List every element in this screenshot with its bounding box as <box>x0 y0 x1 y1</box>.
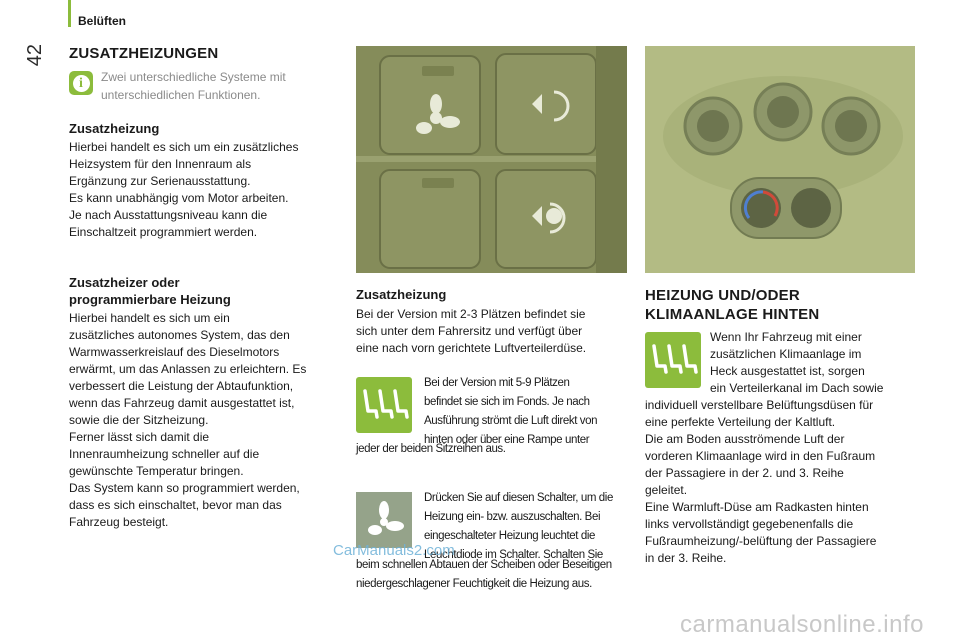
main-heading: ZUSATZHEIZUNGEN <box>69 45 219 62</box>
fan-switch-icon <box>356 492 412 548</box>
note-switch-end: beim schnellen Abtauen der Scheiben oder Beseitigen niedergeschlagener Feuchtigkeit die Heizung aus. <box>356 559 612 590</box>
paragraph-col2: Bei der Version mit 2-3 Plätzen befindet sie sich unter dem Fahrersitz und verfügt über eine nach vorn gerichtete Luftverteilerdüse. <box>356 307 587 355</box>
subheading-zusatzheizer: Zusatzheizer oder programmierbare Heizung <box>69 275 231 307</box>
watermark-carmanualsonline: carmanualsonline.info <box>680 611 924 638</box>
heading-rear-climate: HEIZUNG UND/ODER KLIMAANLAGE HINTEN <box>645 287 820 323</box>
info-icon: i <box>69 71 93 95</box>
seats-icon-rear <box>645 332 701 388</box>
watermark-carmanuals2: CarManuals2.com <box>333 542 455 559</box>
paragraph-zusatzheizung: Hierbei handelt es sich um ein zusätzliches Heizsystem für den Innenraum als Ergänzung zur Serienausstattung. Es kann unabhängig vom Motor arbeiten. Je nach Ausstattungsniveau kann die Einschaltzeit programmiert werden. <box>69 140 299 239</box>
rear-vents-photo <box>645 46 915 273</box>
switch-panel-photo <box>356 46 627 273</box>
paragraph-zusatzheizer: Hierbei handelt es sich um ein zusätzliches autonomes System, das den Warmwasserkreislauf des Dieselmotors erwärmt, um das Anlassen zu erleichtern. Es verbessert die Leistung der Abtaufunktion, wenn das Fahrzeug damit ausgestattet ist, sowie die der Sitzheizung. Ferner lässt sich damit die Innenraumheizung schneller auf die gewünschte Temperatur bringen. Das System kann so programmiert werden, dass es sich einschaltet, bevor man das Fahrzeug besteigt. <box>69 311 307 529</box>
seats-icon <box>356 377 412 433</box>
info-text: Zwei unterschiedliche Systeme mit unterschiedlichen Funktionen. <box>101 70 286 102</box>
paragraph-rear-climate: individuell verstellbare Belüftungsdüsen für eine perfekte Verteilung der Kaltluft. Die am Boden ausströmende Luft der vorderen Klimaanlage wird in den Fußraum der Passagiere in der 2. und 3. Reihe geleitet. Eine Warmluft-Düse am Radkasten hinten links vervollständigt gegebenenfalls die Fußraumheizung/-belüftung der Passagiere in der 3. Reihe. <box>645 398 877 565</box>
note-switch: Drücken Sie auf diesen Schalter, um die Heizung ein- bzw. auszuschalten. Bei eingeschalteter Heizung leuchtet die Leuchtdiode im Schalter. Schalten Sie <box>424 492 613 561</box>
note-5-9-seats: Bei der Version mit 5-9 Plätzen befindet sie sich im Fonds. Je nach Ausführung strömt die Luft direkt von hinten oder über eine Rampe unter <box>424 377 598 446</box>
section-accent-bar <box>68 0 71 27</box>
section-title: Belüften <box>78 14 126 28</box>
page-number: 42 <box>24 44 46 67</box>
subheading-col2: Zusatzheizung <box>356 287 447 302</box>
paragraph-rear-climate-side: Wenn Ihr Fahrzeug mit einer zusätzlichen Klimaanlage im Heck ausgestattet ist, sorgen ein Verteilerkanal im Dach sowie <box>710 330 884 395</box>
note-5-9-seats-end: jeder der beiden Sitzreihen aus. <box>356 443 506 455</box>
subheading-zusatzheizung: Zusatzheizung <box>69 121 160 136</box>
